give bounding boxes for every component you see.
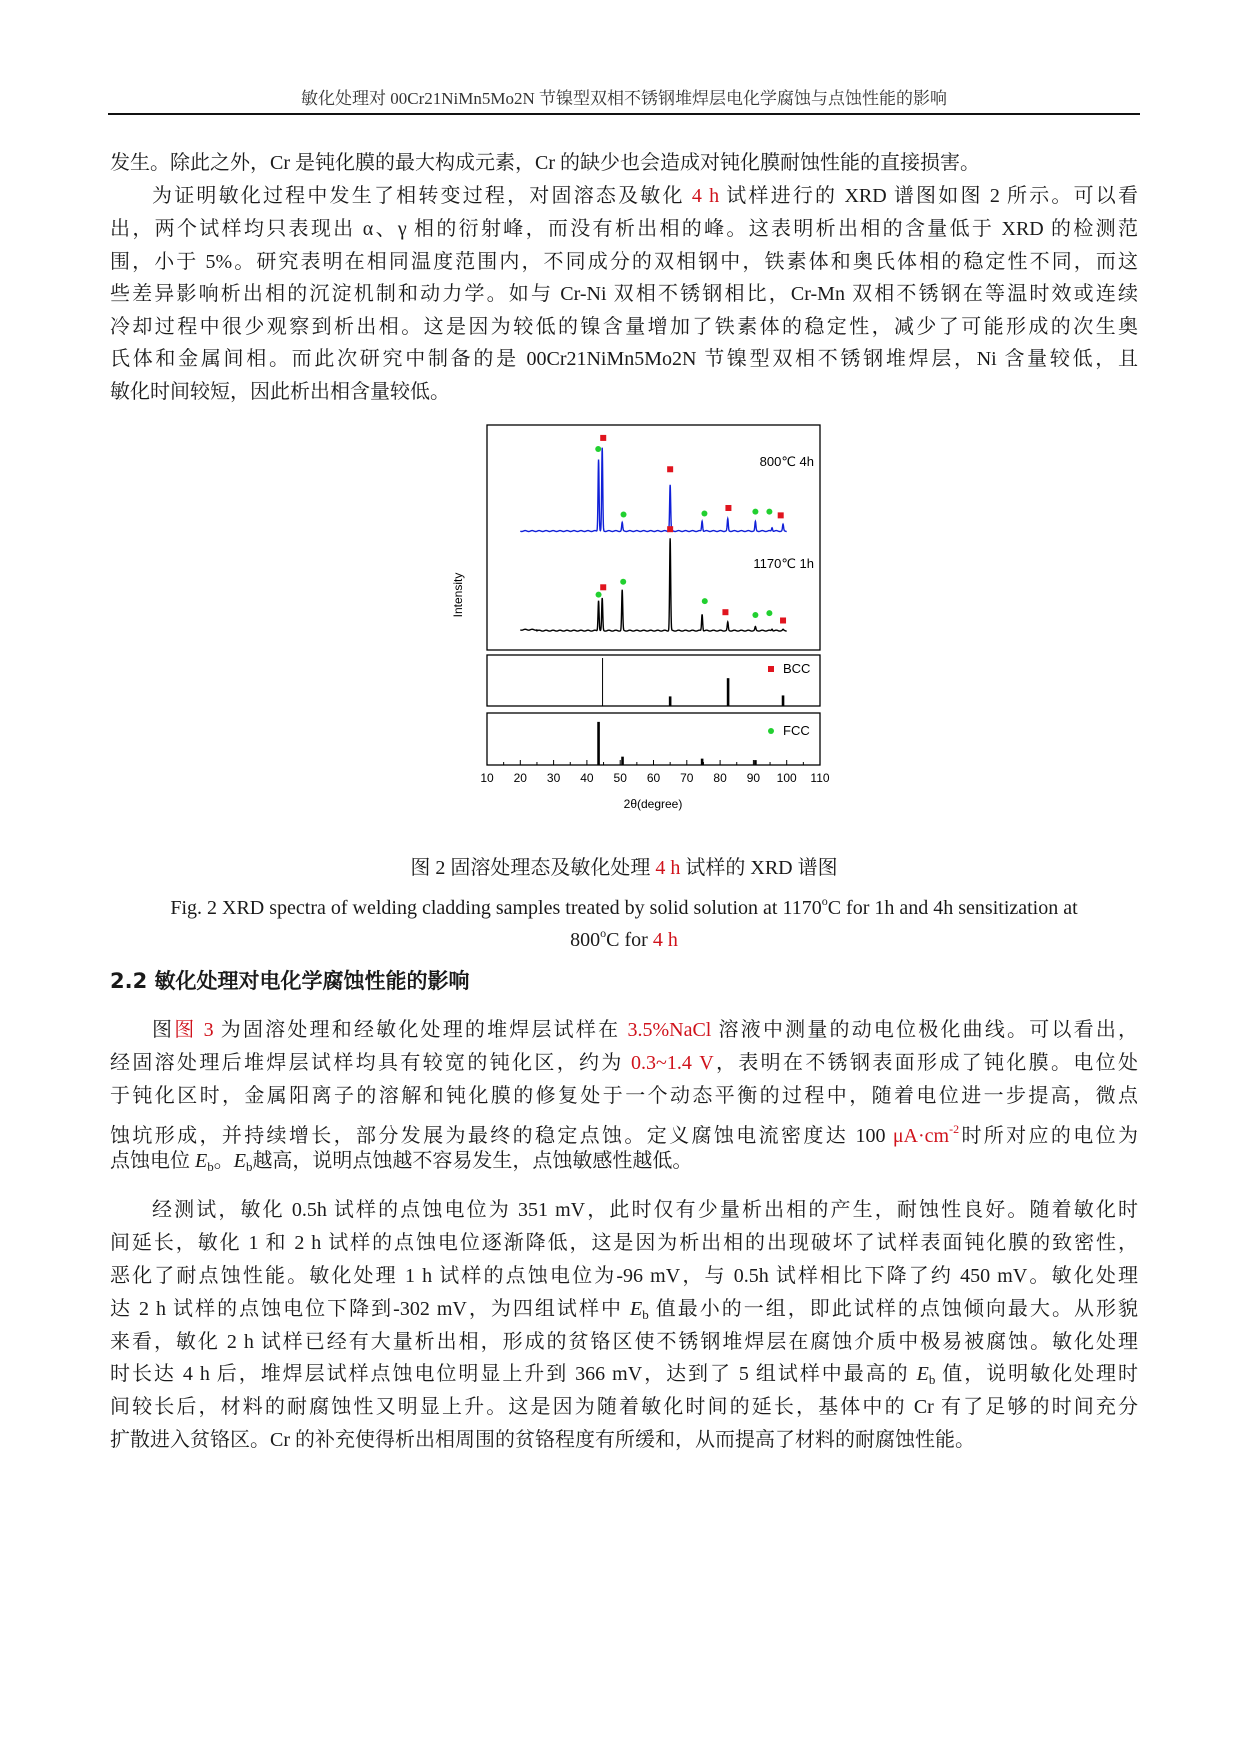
fcc-peak-marker — [621, 511, 627, 517]
fcc-peak-marker — [620, 579, 626, 585]
x-tick-label: 100 — [776, 771, 797, 785]
paragraph-line — [152, 183, 1138, 209]
bcc-peak-marker — [600, 584, 606, 590]
text-segment: 点蚀电位 — [110, 1150, 195, 1172]
text-segment: 于钝化区时，金属阳离子的溶解和钝化膜的修复处于一个动态平衡的过程中，随着电位进一步提高，微点 — [110, 1085, 1138, 1107]
text-segment: 些差异影响析出相的沉淀机制和动力学。如与 Cr-Ni 双相不锈钢相比，Cr-Mn 双相不锈钢在等温时效或连续 — [110, 283, 1138, 305]
text-segment: C for 1h and 4h sensitization at — [827, 897, 1078, 919]
text-segment: 值，说明敏化处理时 — [935, 1363, 1139, 1385]
highlighted-text: 4 h — [691, 185, 720, 207]
series-label: 800℃ 4h — [759, 454, 814, 469]
fcc-legend-icon — [768, 728, 774, 734]
text-segment: E — [195, 1150, 208, 1172]
text-segment: 蚀坑形成，并持续增长，部分发展为最终的稳定点蚀。定义腐蚀电流密度达 100 — [110, 1125, 893, 1147]
paragraph-line — [152, 1017, 1138, 1043]
fcc-peak-marker — [752, 509, 758, 515]
text-segment: 。 — [213, 1150, 234, 1172]
text-segment: 试样进行的 XRD 谱图如图 2 所示。可以看 — [719, 185, 1139, 207]
xrd-figure — [440, 420, 840, 820]
figure-caption-line — [110, 888, 1138, 921]
bcc-reference-panel — [487, 655, 820, 706]
paragraph-line — [110, 314, 1138, 340]
text-segment: 氏体和金属间相。而此次研究中制备的是 00Cr21NiMn5Mo2N 节镍型双相不锈钢堆焊层，Ni 含量较低，且 — [110, 348, 1138, 370]
highlighted-text: 0.3~1.4 V — [631, 1052, 714, 1074]
x-axis-label: 2θ(degree) — [623, 797, 683, 811]
paragraph-line — [110, 346, 1138, 372]
text-segment: E — [629, 1298, 643, 1320]
paragraph-line — [110, 1361, 1138, 1393]
text-segment: 为固溶处理和经敏化处理的堆焊层试样在 — [213, 1019, 628, 1041]
fcc-peak-marker — [766, 509, 772, 515]
paragraph-line — [110, 379, 1138, 405]
text-segment: 敏化时间较短，因此析出相含量较低。 — [110, 381, 450, 403]
text-segment: 时所对应的电位为 — [959, 1125, 1139, 1147]
text-segment: 图 — [152, 1019, 175, 1041]
highlighted-text: 4 h — [655, 857, 681, 879]
x-tick-label: 90 — [746, 771, 761, 785]
text-segment: 800 — [570, 929, 601, 951]
paragraph-line — [110, 249, 1138, 275]
text-segment: 出，两个试样均只表现出 α、γ 相的衍射峰，而没有析出相的峰。这表明析出相的含量低于 XRD 的检测范 — [110, 218, 1138, 240]
paragraph-line — [152, 1197, 1138, 1223]
x-tick-label: 20 — [513, 771, 527, 785]
text-segment: 经测试，敏化 0.5h 试样的点蚀电位为 351 mV，此时仅有少量析出相的产生，耐蚀性良好。随着敏化时 — [152, 1199, 1138, 1221]
fcc-peak-marker — [702, 598, 708, 604]
text-segment: E — [916, 1363, 929, 1385]
text-segment: 冷却过程中很少观察到析出相。这是因为较低的镍含量增加了铁素体的稳定性，减少了可能形成的次生奥 — [110, 316, 1138, 338]
paragraph-line — [110, 281, 1138, 307]
fcc-peak-marker — [766, 610, 772, 616]
x-tick-label: 10 — [480, 771, 494, 785]
text-segment: 间较长后，材料的耐腐蚀性又明显上升。这是因为随着敏化时间的延长，基体中的 Cr 有了足够的时间充分 — [110, 1396, 1138, 1418]
header-rule — [108, 113, 1140, 115]
text-segment: E — [233, 1150, 246, 1172]
bcc-peak-marker — [725, 505, 731, 511]
text-segment: 时长达 4 h 后，堆焊层试样点蚀电位明显上升到 366 mV，达到了 5 组试样中最高的 — [110, 1363, 917, 1385]
paragraph-line — [110, 1296, 1138, 1328]
bcc-peak-marker — [778, 512, 784, 518]
bcc-peak-marker — [722, 609, 728, 615]
text-segment: 围，小于 5%。研究表明在相同温度范围内，不同成分的双相钢中，铁素体和奥氏体相的稳定性不同，而这 — [110, 251, 1138, 273]
bcc-legend-icon — [768, 666, 774, 672]
text-segment: 2.2 敏化处理对电化学腐蚀性能的影响 — [110, 969, 470, 993]
fcc-reference-panel — [487, 713, 820, 765]
x-tick-label: 110 — [810, 771, 830, 785]
x-tick-label: 30 — [546, 771, 561, 785]
bcc-peak-marker — [667, 466, 673, 472]
paragraph-line — [110, 1263, 1138, 1289]
bcc-peak-marker — [667, 526, 673, 532]
section-heading — [110, 968, 1138, 994]
text-segment: b — [207, 1159, 214, 1174]
fcc-peak-marker — [701, 511, 707, 517]
paragraph-line — [110, 1116, 1138, 1149]
text-segment: 越高，说明点蚀越不容易发生，点蚀敏感性越低。 — [252, 1150, 693, 1172]
text-segment: C for — [606, 929, 653, 951]
text-segment: Fig. 2 XRD spectra of welding cladding samples treated by solid solution at 1170 — [170, 897, 822, 919]
x-tick-label: 80 — [713, 771, 727, 785]
text-segment: 扩散进入贫铬区。Cr 的补充使得析出相周围的贫铬程度有所缓和，从而提高了材料的耐腐蚀性能。 — [110, 1429, 975, 1451]
highlighted-text: 4 h — [652, 929, 678, 951]
highlighted-text: μA·cm — [892, 1125, 950, 1147]
paragraph-line — [110, 1148, 1138, 1180]
text-segment: b — [245, 1159, 253, 1174]
highlighted-text: -2 — [949, 1122, 960, 1136]
text-segment: 为证明敏化过程中发生了相转变过程，对固溶态及敏化 — [152, 185, 692, 207]
text-segment: 发生。除此之外，Cr 是钝化膜的最大构成元素，Cr 的缺少也会造成对钝化膜耐蚀性能的直接损害。 — [110, 152, 980, 174]
text-segment: 来看，敏化 2 h 试样已经有大量析出相，形成的贫铬区使不锈钢堆焊层在腐蚀介质中极易被腐蚀。敏化处理 — [110, 1331, 1138, 1353]
legend-label: BCC — [783, 661, 811, 676]
x-tick-label: 70 — [680, 771, 694, 785]
paragraph-line — [110, 1329, 1138, 1355]
text-segment: b — [928, 1372, 936, 1387]
text-segment: ，表明在不锈钢表面形成了钝化膜。电位处 — [713, 1052, 1139, 1074]
paragraph-line — [110, 150, 1138, 176]
series-line-1 — [520, 538, 786, 631]
text-segment: 试样的 XRD 谱图 — [680, 857, 838, 879]
fcc-peak-marker — [752, 612, 758, 618]
text-segment: 达 2 h 试样的点蚀电位下降到-302 mV，为四组试样中 — [110, 1298, 630, 1320]
running-header: 敏化处理对 00Cr21NiMn5Mo2N 节镍型双相不锈钢堆焊层电化学腐蚀与点蚀性能的影响 — [300, 89, 947, 108]
paragraph-line — [110, 1394, 1138, 1420]
text-segment: o — [821, 894, 828, 908]
text-segment: b — [642, 1307, 649, 1322]
x-tick-label: 40 — [580, 771, 594, 785]
bcc-peak-marker — [780, 617, 786, 623]
text-segment: 恶化了耐点蚀性能。敏化处理 1 h 试样的点蚀电位为-96 mV，与 0.5h 试样相比下降了约 450 mV。敏化处理 — [110, 1265, 1138, 1287]
text-segment: 经固溶处理后堆焊层试样均具有较宽的钝化区，约为 — [110, 1052, 632, 1074]
y-axis-label: Intensity — [451, 572, 465, 618]
text-segment: 图 2 固溶处理态及敏化处理 — [410, 857, 656, 879]
x-tick-label: 50 — [613, 771, 627, 785]
figure-caption-line — [110, 920, 1138, 953]
bcc-peak-marker — [600, 435, 606, 441]
text-segment: o — [600, 926, 607, 940]
fcc-peak-marker — [595, 446, 601, 452]
x-tick-label: 60 — [646, 771, 661, 785]
paragraph-line — [110, 216, 1138, 242]
highlighted-text: 图 3 — [174, 1019, 214, 1041]
legend-label: FCC — [783, 723, 810, 738]
series-line-0 — [520, 448, 786, 532]
paragraph-line — [110, 1050, 1138, 1076]
text-segment: 溶液中测量的动电位极化曲线。可以看出， — [711, 1019, 1139, 1041]
paragraph-line — [110, 1427, 1138, 1453]
fcc-peak-marker — [596, 592, 602, 598]
text-segment: 值最小的一组，即此试样的点蚀倾向最大。从形貌 — [648, 1298, 1138, 1320]
figure-caption-line — [110, 855, 1138, 881]
highlighted-text: 3.5%NaCl — [627, 1019, 712, 1041]
paragraph-line — [110, 1230, 1138, 1256]
series-label: 1170℃ 1h — [753, 556, 814, 571]
paragraph-line — [110, 1083, 1138, 1109]
text-segment: 间延长，敏化 1 和 2 h 试样的点蚀电位逐渐降低，这是因为析出相的出现破坏了试样表面钝化膜的致密性， — [110, 1232, 1138, 1254]
